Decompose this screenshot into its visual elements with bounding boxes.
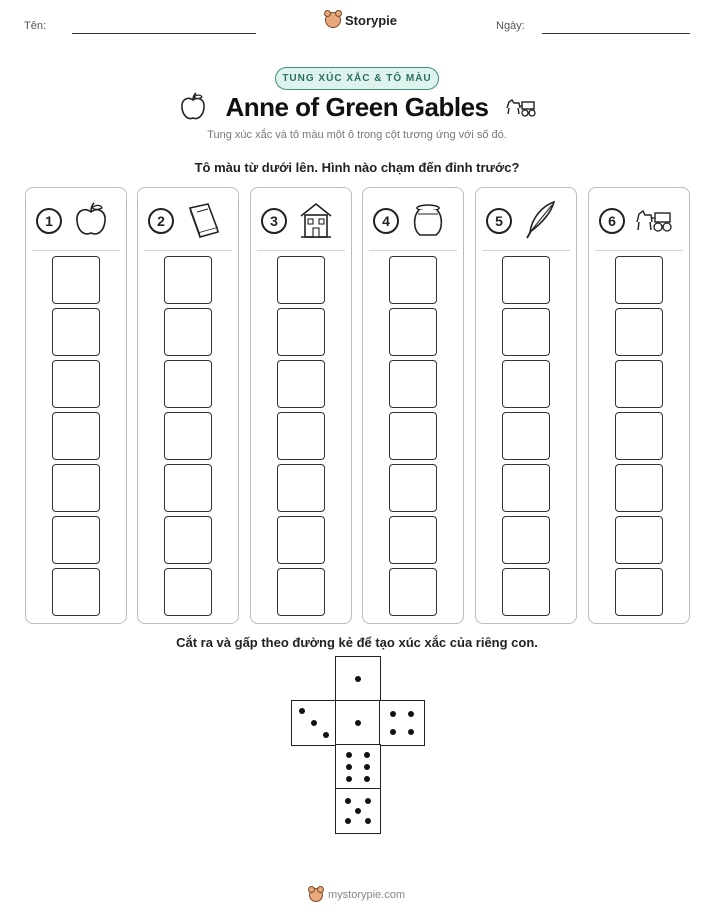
color-cell[interactable] [52, 464, 100, 512]
dice-column-6 [588, 187, 690, 624]
apple-icon [72, 200, 110, 240]
book-icon [184, 200, 222, 240]
die-pip [408, 729, 414, 735]
footer-url: mystorypie.com [327, 889, 406, 901]
die-pip [345, 798, 351, 804]
column-number: 3 [261, 208, 287, 234]
dice-column-1 [25, 187, 127, 624]
die-face [335, 788, 381, 834]
cut-instruction: Cắt ra và gấp theo đường kẻ để tạo xúc xắc của riêng con. [176, 635, 538, 650]
die-pip [299, 708, 305, 714]
jar-icon [409, 200, 447, 240]
color-cell[interactable] [277, 308, 325, 356]
die-pip [365, 818, 371, 824]
bear-logo-icon [309, 888, 323, 902]
color-cell[interactable] [502, 516, 550, 564]
dice-column-2 [137, 187, 239, 624]
date-field[interactable] [542, 33, 690, 34]
color-cell[interactable] [502, 360, 550, 408]
die-face [335, 700, 381, 746]
die-pip [390, 711, 396, 717]
color-instruction: Tô màu từ dưới lên. Hình nào chạm đến đỉnh trước? [194, 160, 520, 175]
die-pip [345, 818, 351, 824]
die-pip [364, 752, 370, 758]
color-cell[interactable] [615, 464, 663, 512]
color-cell[interactable] [615, 256, 663, 304]
die-pip [346, 776, 352, 782]
column-number: 2 [148, 208, 174, 234]
house-icon [297, 200, 335, 240]
color-cell[interactable] [389, 308, 437, 356]
color-cell[interactable] [389, 568, 437, 616]
die-pip [346, 752, 352, 758]
color-cell[interactable] [277, 412, 325, 460]
color-cell[interactable] [277, 568, 325, 616]
color-cell[interactable] [389, 516, 437, 564]
die-face [379, 700, 425, 746]
color-cell[interactable] [615, 412, 663, 460]
name-field[interactable] [72, 33, 256, 34]
page-subtitle: Tung xúc xắc và tô màu một ô trong cột tương ứng với số đó. [207, 129, 507, 141]
name-label: Tên: [24, 20, 47, 32]
column-number: 1 [36, 208, 62, 234]
color-cell[interactable] [615, 516, 663, 564]
color-cell[interactable] [164, 412, 212, 460]
color-cell[interactable] [277, 256, 325, 304]
brand-name: Storypie [345, 12, 398, 28]
color-cell[interactable] [502, 256, 550, 304]
color-cell[interactable] [277, 360, 325, 408]
die-pip [323, 732, 329, 738]
color-cell[interactable] [164, 360, 212, 408]
date-label: Ngày: [496, 20, 525, 32]
footer [0, 888, 714, 902]
bear-logo-icon [325, 12, 341, 28]
horse-carriage-icon [505, 96, 537, 118]
horse-carriage-icon [635, 200, 673, 240]
color-cell[interactable] [502, 464, 550, 512]
dice-column-4 [362, 187, 464, 624]
color-cell[interactable] [52, 256, 100, 304]
color-cell[interactable] [502, 412, 550, 460]
die-pip [365, 798, 371, 804]
color-cell[interactable] [164, 516, 212, 564]
color-cell[interactable] [277, 516, 325, 564]
color-cell[interactable] [164, 568, 212, 616]
dice-column-5 [475, 187, 577, 624]
die-pip [346, 764, 352, 770]
die-pip [408, 711, 414, 717]
storypie-logo [325, 12, 397, 28]
column-number: 5 [486, 208, 512, 234]
color-cell[interactable] [389, 256, 437, 304]
column-number: 6 [599, 208, 625, 234]
die-pip [355, 676, 361, 682]
die-pip [311, 720, 317, 726]
die-face [335, 744, 381, 790]
column-number: 4 [373, 208, 399, 234]
color-cell[interactable] [389, 360, 437, 408]
die-pip [355, 720, 361, 726]
die-face [291, 700, 337, 746]
color-cell[interactable] [52, 412, 100, 460]
die-face [335, 656, 381, 702]
color-cell[interactable] [52, 516, 100, 564]
color-cell[interactable] [615, 360, 663, 408]
color-cell[interactable] [502, 308, 550, 356]
die-pip [390, 729, 396, 735]
color-cell[interactable] [164, 256, 212, 304]
dice-column-3 [250, 187, 352, 624]
die-pip [364, 776, 370, 782]
color-cell[interactable] [389, 464, 437, 512]
page-title: Anne of Green Gables [225, 92, 489, 122]
color-cell[interactable] [164, 464, 212, 512]
color-cell[interactable] [502, 568, 550, 616]
color-cell[interactable] [164, 308, 212, 356]
color-cell[interactable] [52, 308, 100, 356]
color-cell[interactable] [615, 568, 663, 616]
die-pip [364, 764, 370, 770]
die-pip [355, 808, 361, 814]
quill-icon [522, 200, 560, 240]
color-cell[interactable] [52, 568, 100, 616]
color-cell[interactable] [389, 412, 437, 460]
activity-badge: TUNG XÚC XẮC & TÔ MÀU [275, 67, 439, 90]
color-cell[interactable] [277, 464, 325, 512]
color-cell[interactable] [52, 360, 100, 408]
color-cell[interactable] [615, 308, 663, 356]
